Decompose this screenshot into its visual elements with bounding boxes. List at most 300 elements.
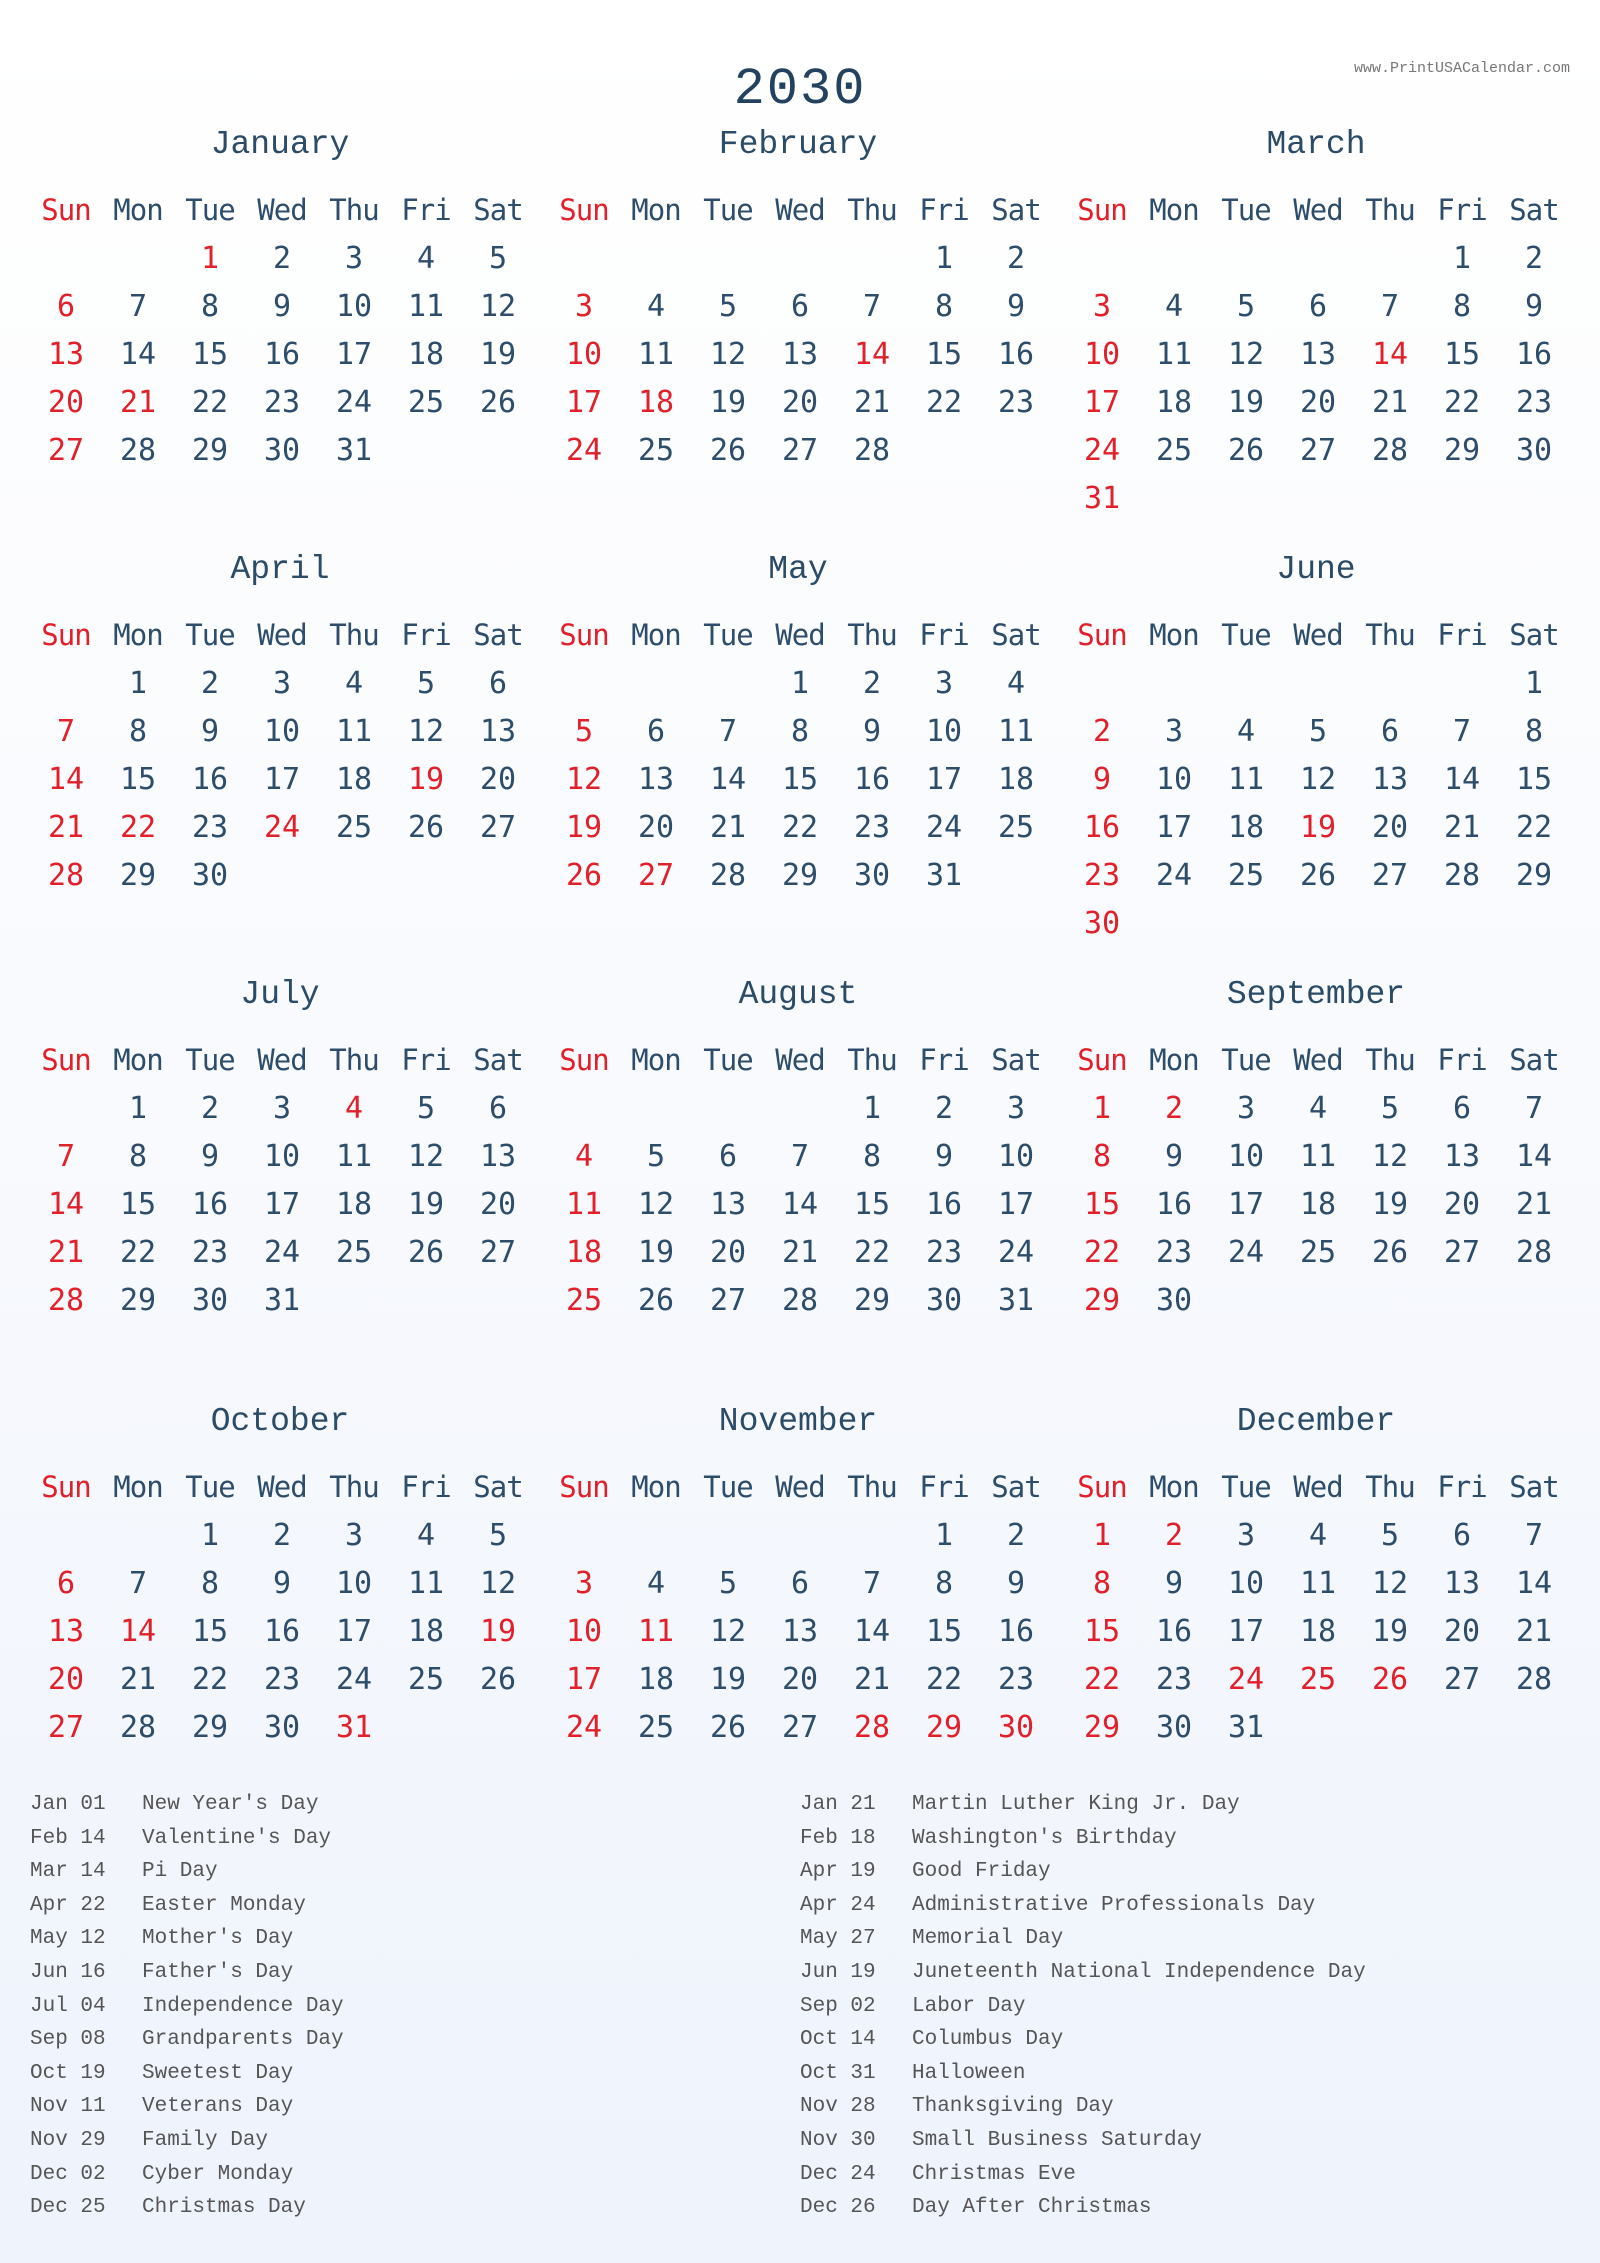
day-cell: 23 <box>191 810 229 845</box>
day-cell: 4 <box>574 1139 594 1174</box>
day-cell: 28 <box>853 1710 891 1745</box>
day-cell: 6 <box>56 289 76 324</box>
day-cell: 13 <box>47 1614 85 1649</box>
day-cell: 26 <box>1227 433 1265 468</box>
weekday-header: Thu <box>329 193 379 227</box>
day-cell: 17 <box>1227 1187 1265 1222</box>
holiday-name: Day After Christmas <box>912 2196 1152 2220</box>
day-cell: 17 <box>997 1187 1035 1222</box>
weekday-header: Mon <box>631 1043 681 1077</box>
day-cell: 29 <box>781 858 819 893</box>
day-cell: 3 <box>272 666 292 701</box>
day-cell: 11 <box>1299 1139 1337 1174</box>
day-cell: 28 <box>1371 433 1409 468</box>
holiday-date: Mar 14 <box>30 1860 106 1884</box>
day-cell: 15 <box>119 762 157 797</box>
holiday-date: Jul 04 <box>30 1994 106 2018</box>
weekday-header: Wed <box>257 1043 307 1077</box>
holiday-name: Christmas Day <box>142 2196 306 2220</box>
weekday-header: Sun <box>1077 193 1127 227</box>
empty-cell <box>30 660 102 708</box>
weekday-header: Thu <box>1365 618 1415 652</box>
day-cell: 16 <box>1155 1187 1193 1222</box>
day-cell: 27 <box>1443 1235 1481 1270</box>
empty-cell <box>1210 660 1282 708</box>
holiday-date: Oct 14 <box>800 2028 876 2052</box>
empty-cell <box>548 235 620 283</box>
month-august <box>548 975 1048 1325</box>
day-cell: 18 <box>997 762 1035 797</box>
day-cell: 11 <box>637 1614 675 1649</box>
day-cell: 3 <box>1164 714 1184 749</box>
empty-cell <box>1138 660 1210 708</box>
holiday-name: Columbus Day <box>912 2028 1064 2052</box>
empty-cell <box>836 235 908 283</box>
holiday-item <box>30 1956 344 1990</box>
day-cell: 11 <box>407 1566 445 1601</box>
day-cell: 8 <box>1092 1566 1112 1601</box>
weekday-header: Sat <box>473 618 523 652</box>
month-grid <box>548 185 1052 475</box>
day-cell: 13 <box>781 1614 819 1649</box>
day-cell: 4 <box>1308 1518 1328 1553</box>
weekday-header: Tue <box>1221 1470 1271 1504</box>
weekday-header: Sat <box>991 1470 1041 1504</box>
weekday-header: Sat <box>991 618 1041 652</box>
holiday-name: Memorial Day <box>912 1927 1064 1951</box>
day-cell: 5 <box>1308 714 1328 749</box>
day-cell: 24 <box>565 433 603 468</box>
weekday-header: Sat <box>473 193 523 227</box>
day-cell: 13 <box>781 337 819 372</box>
day-cell: 6 <box>790 1566 810 1601</box>
day-cell: 5 <box>574 714 594 749</box>
day-cell: 8 <box>1452 289 1472 324</box>
holiday-item <box>800 1889 1366 1923</box>
holiday-name: Good Friday <box>912 1860 1051 1884</box>
weekday-header: Tue <box>185 618 235 652</box>
day-cell: 27 <box>479 810 517 845</box>
day-cell: 30 <box>1083 906 1121 941</box>
holiday-date: Jun 19 <box>800 1960 876 1984</box>
day-cell: 22 <box>781 810 819 845</box>
day-cell: 21 <box>1443 810 1481 845</box>
day-cell: 4 <box>1236 714 1256 749</box>
day-cell: 18 <box>1227 810 1265 845</box>
day-cell: 24 <box>925 810 963 845</box>
day-cell: 19 <box>637 1235 675 1270</box>
weekday-header: Sun <box>559 1043 609 1077</box>
empty-cell <box>1066 235 1138 283</box>
day-cell: 24 <box>1227 1235 1265 1270</box>
day-cell: 3 <box>272 1091 292 1126</box>
holiday-name: Easter Monday <box>142 1893 306 1917</box>
day-cell: 24 <box>335 385 373 420</box>
weekday-header: Tue <box>703 618 753 652</box>
day-cell: 17 <box>925 762 963 797</box>
month-october <box>30 1402 530 1752</box>
day-cell: 18 <box>565 1235 603 1270</box>
day-cell: 16 <box>263 1614 301 1649</box>
weekday-header: Mon <box>631 193 681 227</box>
day-cell: 5 <box>488 1518 508 1553</box>
empty-cell <box>30 1512 102 1560</box>
month-title: November <box>718 1403 878 1440</box>
day-cell: 27 <box>1371 858 1409 893</box>
day-cell: 11 <box>335 1139 373 1174</box>
day-cell: 23 <box>925 1235 963 1270</box>
holiday-name: Sweetest Day <box>142 2061 294 2085</box>
day-cell: 25 <box>1155 433 1193 468</box>
day-cell: 4 <box>416 241 436 276</box>
day-cell: 19 <box>479 337 517 372</box>
day-cell: 24 <box>335 1662 373 1697</box>
weekday-header: Fri <box>919 193 969 227</box>
day-cell: 19 <box>1227 385 1265 420</box>
day-cell: 7 <box>1524 1518 1544 1553</box>
day-cell: 31 <box>263 1283 301 1318</box>
day-cell: 28 <box>1515 1235 1553 1270</box>
day-cell: 17 <box>1083 385 1121 420</box>
weekday-header: Thu <box>329 1470 379 1504</box>
day-cell: 12 <box>407 1139 445 1174</box>
holiday-name: Administrative Professionals Day <box>912 1893 1316 1917</box>
weekday-header: Tue <box>1221 1043 1271 1077</box>
holiday-name: Halloween <box>912 2061 1026 2085</box>
holiday-name: Christmas Eve <box>912 2162 1076 2186</box>
day-cell: 11 <box>997 714 1035 749</box>
day-cell: 4 <box>1308 1091 1328 1126</box>
day-cell: 21 <box>1515 1614 1553 1649</box>
day-cell: 31 <box>335 1710 373 1745</box>
day-cell: 2 <box>862 666 882 701</box>
month-february <box>548 125 1048 475</box>
holiday-date: Jan 21 <box>800 1793 876 1816</box>
day-cell: 2 <box>1164 1091 1184 1126</box>
day-cell: 12 <box>1227 337 1265 372</box>
day-cell: 8 <box>862 1139 882 1174</box>
day-cell: 8 <box>1092 1139 1112 1174</box>
empty-cell <box>548 1085 620 1133</box>
holiday-date: Dec 24 <box>800 2162 876 2186</box>
day-cell: 16 <box>997 1614 1035 1649</box>
day-cell: 27 <box>1299 433 1337 468</box>
day-cell: 25 <box>335 1235 373 1270</box>
holiday-date: Dec 26 <box>800 2196 876 2220</box>
day-cell: 2 <box>1524 241 1544 276</box>
empty-cell <box>692 235 764 283</box>
empty-cell <box>692 1512 764 1560</box>
day-cell: 1 <box>862 1091 882 1126</box>
day-cell: 23 <box>997 1662 1035 1697</box>
empty-cell <box>1138 235 1210 283</box>
day-cell: 10 <box>1155 762 1193 797</box>
day-cell: 28 <box>781 1283 819 1318</box>
month-january <box>30 125 530 475</box>
day-cell: 3 <box>934 666 954 701</box>
month-july <box>30 975 530 1325</box>
empty-cell <box>836 1512 908 1560</box>
weekday-header: Sun <box>1077 1470 1127 1504</box>
day-cell: 29 <box>119 858 157 893</box>
holiday-item <box>800 2158 1366 2192</box>
weekday-header: Sun <box>41 1043 91 1077</box>
month-november <box>548 1402 1048 1752</box>
day-cell: 9 <box>862 714 882 749</box>
weekday-header: Sun <box>41 618 91 652</box>
day-cell: 11 <box>1155 337 1193 372</box>
empty-cell <box>620 1512 692 1560</box>
holiday-date: Apr 22 <box>30 1893 106 1917</box>
weekday-header: Thu <box>847 1043 897 1077</box>
day-cell: 23 <box>1083 858 1121 893</box>
holiday-name: Small Business Saturday <box>912 2128 1202 2152</box>
day-cell: 21 <box>1515 1187 1553 1222</box>
day-cell: 17 <box>263 1187 301 1222</box>
day-cell: 14 <box>853 337 891 372</box>
day-cell: 30 <box>1155 1710 1193 1745</box>
holiday-name: Pi Day <box>142 1860 218 1884</box>
holiday-name: Valentine's Day <box>142 1826 332 1850</box>
day-cell: 7 <box>862 289 882 324</box>
day-cell: 16 <box>925 1187 963 1222</box>
day-cell: 10 <box>925 714 963 749</box>
day-cell: 14 <box>781 1187 819 1222</box>
weekday-header: Sun <box>41 193 91 227</box>
day-cell: 26 <box>637 1283 675 1318</box>
day-cell: 8 <box>1524 714 1544 749</box>
day-cell: 30 <box>263 1710 301 1745</box>
day-cell: 14 <box>1443 762 1481 797</box>
day-cell: 1 <box>934 1518 954 1553</box>
day-cell: 29 <box>1083 1283 1121 1318</box>
day-cell: 23 <box>263 385 301 420</box>
day-cell: 13 <box>1443 1566 1481 1601</box>
day-cell: 31 <box>925 858 963 893</box>
weekday-header: Thu <box>847 1470 897 1504</box>
day-cell: 22 <box>925 385 963 420</box>
day-cell: 23 <box>997 385 1035 420</box>
weekday-header: Sat <box>1509 193 1559 227</box>
day-cell: 2 <box>272 1518 292 1553</box>
day-cell: 5 <box>718 289 738 324</box>
day-cell: 19 <box>709 1662 747 1697</box>
day-cell: 15 <box>1083 1187 1121 1222</box>
weekday-header: Fri <box>1437 1043 1487 1077</box>
day-cell: 14 <box>1371 337 1409 372</box>
day-cell: 1 <box>934 241 954 276</box>
month-title: September <box>1226 976 1406 1013</box>
day-cell: 9 <box>1164 1139 1184 1174</box>
day-cell: 4 <box>1006 666 1026 701</box>
weekday-header: Sun <box>559 1470 609 1504</box>
day-cell: 22 <box>853 1235 891 1270</box>
day-cell: 21 <box>119 1662 157 1697</box>
day-cell: 7 <box>1380 289 1400 324</box>
day-cell: 3 <box>344 241 364 276</box>
weekday-header: Thu <box>847 193 897 227</box>
day-cell: 25 <box>407 1662 445 1697</box>
day-cell: 20 <box>781 385 819 420</box>
empty-cell <box>548 660 620 708</box>
day-cell: 13 <box>637 762 675 797</box>
day-cell: 6 <box>1452 1091 1472 1126</box>
empty-cell <box>102 1512 174 1560</box>
day-cell: 20 <box>47 1662 85 1697</box>
day-cell: 22 <box>119 810 157 845</box>
holiday-item <box>30 2158 344 2192</box>
day-cell: 28 <box>47 1283 85 1318</box>
day-cell: 13 <box>1299 337 1337 372</box>
day-cell: 3 <box>574 1566 594 1601</box>
day-cell: 25 <box>407 385 445 420</box>
day-cell: 13 <box>1443 1139 1481 1174</box>
month-title: March <box>1266 126 1366 163</box>
weekday-header: Wed <box>1293 1043 1343 1077</box>
day-cell: 10 <box>335 289 373 324</box>
day-cell: 31 <box>997 1283 1035 1318</box>
day-cell: 28 <box>1515 1662 1553 1697</box>
holiday-item <box>800 1956 1366 1990</box>
day-cell: 2 <box>1092 714 1112 749</box>
day-cell: 4 <box>646 289 666 324</box>
weekday-header: Fri <box>1437 193 1487 227</box>
weekday-header: Wed <box>1293 618 1343 652</box>
weekday-header: Thu <box>1365 193 1415 227</box>
day-cell: 1 <box>200 241 220 276</box>
holiday-date: May 27 <box>800 1927 876 1951</box>
day-cell: 27 <box>709 1283 747 1318</box>
day-cell: 12 <box>637 1187 675 1222</box>
holiday-item <box>800 1788 1366 1822</box>
day-cell: 21 <box>709 810 747 845</box>
day-cell: 20 <box>479 762 517 797</box>
day-cell: 3 <box>1236 1091 1256 1126</box>
day-cell: 21 <box>119 385 157 420</box>
holiday-date: Feb 14 <box>30 1826 106 1850</box>
day-cell: 15 <box>925 337 963 372</box>
day-cell: 25 <box>997 810 1035 845</box>
day-cell: 6 <box>1308 289 1328 324</box>
day-cell: 26 <box>1371 1235 1409 1270</box>
weekday-header: Mon <box>113 618 163 652</box>
day-cell: 19 <box>407 1187 445 1222</box>
weekday-header: Tue <box>185 1043 235 1077</box>
day-cell: 16 <box>263 337 301 372</box>
holiday-item <box>30 2057 344 2091</box>
month-grid <box>1066 1462 1570 1752</box>
weekday-header: Sat <box>473 1470 523 1504</box>
day-cell: 7 <box>1524 1091 1544 1126</box>
day-cell: 2 <box>934 1091 954 1126</box>
day-cell: 18 <box>335 762 373 797</box>
holiday-date: May 12 <box>30 1927 106 1951</box>
weekday-header: Wed <box>1293 1470 1343 1504</box>
month-grid <box>30 610 534 900</box>
holiday-date: Jan 01 <box>30 1793 106 1816</box>
empty-cell <box>548 1512 620 1560</box>
day-cell: 4 <box>1164 289 1184 324</box>
day-cell: 29 <box>925 1710 963 1745</box>
empty-cell <box>692 1085 764 1133</box>
day-cell: 28 <box>119 433 157 468</box>
day-cell: 15 <box>119 1187 157 1222</box>
day-cell: 11 <box>335 714 373 749</box>
weekday-header: Mon <box>113 193 163 227</box>
day-cell: 29 <box>119 1283 157 1318</box>
holiday-item <box>800 2090 1366 2124</box>
day-cell: 1 <box>128 1091 148 1126</box>
month-title: July <box>240 976 320 1013</box>
weekday-header: Wed <box>257 1470 307 1504</box>
day-cell: 14 <box>47 1187 85 1222</box>
weekday-header: Fri <box>1437 1470 1487 1504</box>
holiday-item <box>30 1822 344 1856</box>
day-cell: 12 <box>1371 1566 1409 1601</box>
day-cell: 1 <box>1452 241 1472 276</box>
month-grid <box>30 185 534 475</box>
month-grid <box>548 1035 1052 1325</box>
day-cell: 24 <box>1155 858 1193 893</box>
day-cell: 26 <box>1299 858 1337 893</box>
holiday-item <box>800 1855 1366 1889</box>
month-may <box>548 550 1048 900</box>
holiday-item <box>800 2023 1366 2057</box>
weekday-header: Sat <box>1509 618 1559 652</box>
month-grid <box>1066 185 1570 523</box>
holiday-name: New Year's Day <box>142 1793 319 1816</box>
weekday-header: Mon <box>1149 1470 1199 1504</box>
day-cell: 30 <box>191 858 229 893</box>
weekday-header: Mon <box>1149 193 1199 227</box>
day-cell: 20 <box>1443 1187 1481 1222</box>
day-cell: 16 <box>191 762 229 797</box>
day-cell: 8 <box>200 1566 220 1601</box>
day-cell: 14 <box>853 1614 891 1649</box>
day-cell: 13 <box>479 1139 517 1174</box>
holiday-list-left <box>30 1788 344 2225</box>
day-cell: 18 <box>1155 385 1193 420</box>
holiday-item <box>800 1922 1366 1956</box>
day-cell: 22 <box>191 1662 229 1697</box>
weekday-header: Tue <box>703 1043 753 1077</box>
day-cell: 25 <box>335 810 373 845</box>
weekday-header: Fri <box>401 193 451 227</box>
weekday-header: Tue <box>185 193 235 227</box>
day-cell: 3 <box>1236 1518 1256 1553</box>
day-cell: 9 <box>1006 289 1026 324</box>
day-cell: 27 <box>47 433 85 468</box>
day-cell: 14 <box>119 337 157 372</box>
day-cell: 29 <box>191 1710 229 1745</box>
day-cell: 14 <box>1515 1139 1553 1174</box>
day-cell: 4 <box>344 1091 364 1126</box>
day-cell: 23 <box>263 1662 301 1697</box>
day-cell: 16 <box>191 1187 229 1222</box>
weekday-header: Tue <box>703 193 753 227</box>
day-cell: 5 <box>416 1091 436 1126</box>
day-cell: 24 <box>1227 1662 1265 1697</box>
day-cell: 20 <box>47 385 85 420</box>
weekday-header: Mon <box>113 1043 163 1077</box>
weekday-header: Tue <box>1221 618 1271 652</box>
day-cell: 23 <box>1515 385 1553 420</box>
day-cell: 21 <box>853 1662 891 1697</box>
weekday-header: Sun <box>1077 618 1127 652</box>
weekday-header: Tue <box>1221 193 1271 227</box>
holiday-date: Sep 08 <box>30 2028 106 2052</box>
holiday-item <box>30 2090 344 2124</box>
